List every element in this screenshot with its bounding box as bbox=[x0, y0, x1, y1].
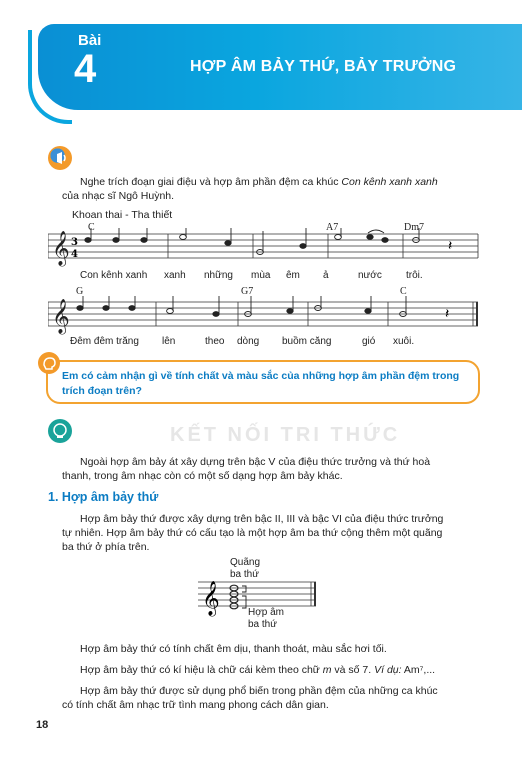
intro2-line2: thanh, trong âm nhạc còn có một số dạng hợp âm bảy khác. bbox=[62, 470, 343, 482]
lyric-2-7: xuôi. bbox=[393, 336, 415, 347]
chord-G: G bbox=[76, 286, 84, 297]
lyric-2-2: lên bbox=[162, 336, 176, 347]
lyric-2-3: theo bbox=[205, 336, 225, 347]
tempo-marking: Khoan thai - Tha thiết bbox=[72, 209, 173, 221]
svg-text:𝄽: 𝄽 bbox=[448, 238, 453, 254]
section1-title: 1. Hợp âm bảy thứ bbox=[48, 490, 159, 504]
intro-paragraph: Nghe trích đoạn giai điệu và hợp âm phần đệm ca khúc Con kênh xanh xanh bbox=[80, 176, 438, 188]
lesson-label: Bài bbox=[78, 32, 102, 49]
chord-G7: G7 bbox=[241, 286, 254, 297]
s1-p1-line3: ba thứ ở phía trên. bbox=[62, 541, 150, 553]
svg-text:𝄞: 𝄞 bbox=[52, 299, 70, 334]
lesson-title: HỢP ÂM BẢY THỨ, BẢY TRƯỞNG bbox=[190, 58, 457, 75]
svg-text:3: 3 bbox=[71, 237, 78, 248]
lyric-1-8: trôi. bbox=[406, 270, 423, 281]
lyric-1-1: Con kênh xanh bbox=[80, 270, 148, 281]
knowledge-icon bbox=[48, 419, 72, 443]
lyric-2-1: Đêm đêm trăng bbox=[70, 336, 139, 347]
song-title: Con kênh xanh xanh bbox=[341, 176, 438, 188]
lyric-1-3: những bbox=[204, 270, 233, 281]
s1-p3: Hợp âm bảy thứ có kí hiệu là chữ cái kèm theo chữ m và số 7. Ví dụ: Am⁷,... bbox=[80, 664, 436, 676]
fig-label-top: Quãng ba thứ bbox=[230, 557, 261, 580]
fig-label-bottom: Hợp âm ba thứ bbox=[248, 607, 285, 630]
lyric-2-5: buồm căng bbox=[282, 336, 332, 347]
s1-p2: Hợp âm bảy thứ có tính chất êm dịu, thanh thoát, màu sắc hơi tối. bbox=[80, 643, 387, 655]
s1-p1-line1: Hợp âm bảy thứ được xây dựng trên bậc II, III và bậc VI của điệu thức trưởng bbox=[80, 513, 444, 525]
listening-icon bbox=[48, 146, 72, 170]
chord-C-2: C bbox=[400, 286, 407, 297]
lyric-1-4: mùa bbox=[251, 270, 271, 281]
lyric-1-5: êm bbox=[286, 270, 300, 281]
lyric-2-6: gió bbox=[362, 336, 376, 347]
svg-text:𝄞: 𝄞 bbox=[52, 231, 70, 266]
intro-paragraph-end: của nhạc sĩ Ngô Huỳnh. bbox=[62, 190, 175, 202]
lyric-1-7: nước bbox=[358, 270, 382, 281]
s1-p1-line2: tự nhiên. Hợp âm bảy thứ có cấu tạo là một hợp âm ba thứ cộng thêm một quãng bbox=[62, 527, 443, 539]
svg-text:𝄽: 𝄽 bbox=[445, 306, 450, 322]
watermark: KẾT NỐI TRI THỨC bbox=[170, 424, 401, 446]
chord-C-1: C bbox=[88, 222, 95, 233]
staff-line-2 bbox=[48, 296, 480, 336]
lyric-2-4: dòng bbox=[237, 336, 260, 347]
chord-A7: A7 bbox=[326, 222, 339, 233]
lyric-1-6: ả bbox=[323, 270, 329, 281]
intro2-line1: Ngoài hợp âm bảy át xây dựng trên bậc V của điệu thức trưởng và thứ hoà bbox=[80, 456, 431, 468]
question-text: Em có cảm nhận gì về tính chất và màu sắc của những hợp âm phần đệm trong trích đoạn trên? bbox=[62, 370, 460, 397]
chord-Dm7: Dm7 bbox=[404, 222, 424, 233]
lyric-1-2: xanh bbox=[164, 270, 186, 281]
thinking-icon bbox=[38, 352, 60, 374]
staff-line-1 bbox=[48, 228, 480, 268]
svg-text:4: 4 bbox=[71, 249, 78, 260]
page-number: 18 bbox=[36, 719, 49, 731]
lesson-number: 4 bbox=[74, 47, 97, 91]
svg-text:𝄞: 𝄞 bbox=[202, 581, 220, 616]
s1-p4-line2: có tính chất âm nhạc trữ tình mang phong cách dân gian. bbox=[62, 699, 329, 711]
s1-p4-line1: Hợp âm bảy thứ được sử dụng phổ biến trong phần đệm của những ca khúc bbox=[80, 685, 438, 697]
